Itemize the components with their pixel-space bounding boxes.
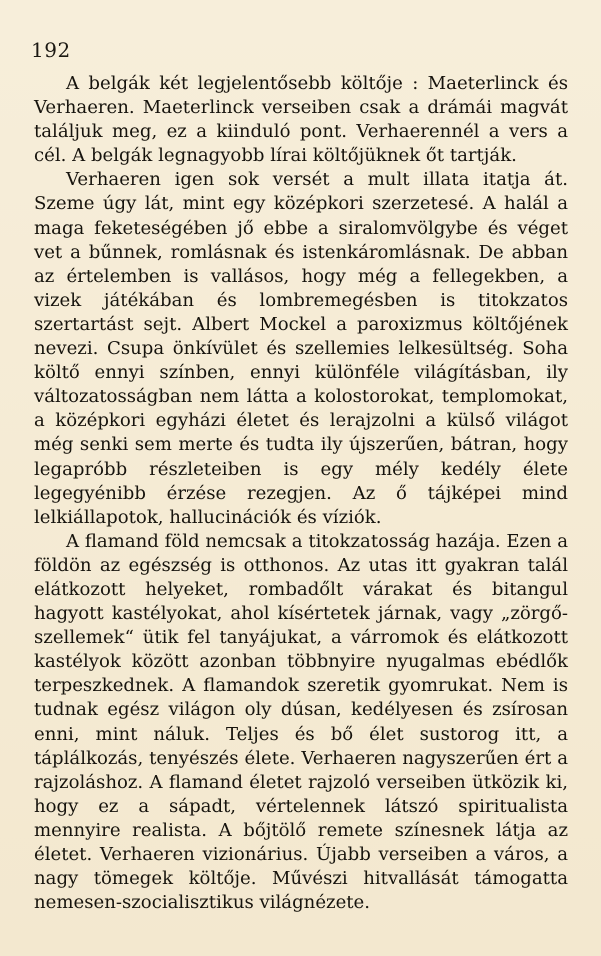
paragraph-2: Verhaeren igen sok versét a mult illata itatja át. Szeme úgy lát, mint egy középkori szerzetesé. A halál a maga feketeségében jő ebbe a siralomvölgybe és véget vet a bűnnek, romlásnak és istenkáromlásnak. De abban az értelemben is vallásos, hogy még a fellegekben, a vizek játékában és lombremegésben is titokzatos szertartást sejt. Albert Mockel a paroxizmus költőjének nevezi. Csupa önkívület és szellemies lelkesültség. Soha költő ennyi színben, ennyi különféle világításban, ily változatosságban nem látta a kolostorokat, templomokat, a középkori egyházi életet és lerajzolni a külső világot még senki sem merte és tudta ily újszerűen, bátran, hogy legapróbb részleteiben is egy mély kedély élete legegyénibb érzése rezegjen. Az ő tájképei mind lelkiállapotok, hallucinációk és víziók.	[34, 169, 568, 528]
paragraph-3: A flamand föld nemcsak a titokzatosság hazája. Ezen a földön az egészség is otthonos. Az utas itt gyakran talál elátkozott helyeket, rombadőlt várakat és bitangul hagyott kastélyokat, ahol kísértetek járnak, vagy „zörgő-szellemek“ ütik fel tanyájukat, a várromok és elátkozott kastélyok között azonban többnyire nyugalmas ebédlők terpeszkednek. A flamandok szeretik gyomrukat. Nem is tudnak egész világon oly dúsan, kedélyesen és zsírosan enni, mint náluk. Teljes és bő élet sustorog itt, a táplálkozás, tenyészés élete. Verhaeren nagyszerűen ért a rajzoláshoz. A flamand életet rajzoló verseiben ütközik ki, hogy ez a sápadt, vértelennek látszó spiritualista mennyire realista. A bőjtölő remete színesnek látja az életet. Verhaeren vizionárius. Újabb verseiben a város, a nagy tömegek költője. Művészi hitvallását támogatta nemesen-szocialisztikus világnézete.	[34, 530, 568, 914]
page-number: 192	[31, 38, 71, 62]
paragraph-1: A belgák két legjelentősebb költője : Maeterlinck és Verhaeren. Maeterlinck verseiben csak a drámái magvát találjuk meg, ez a kiinduló pont. Verhaerennél a vers a cél. A belgák legnagyobb lírai költőjüknek őt tartják.	[34, 73, 568, 167]
body-text	[34, 72, 568, 915]
